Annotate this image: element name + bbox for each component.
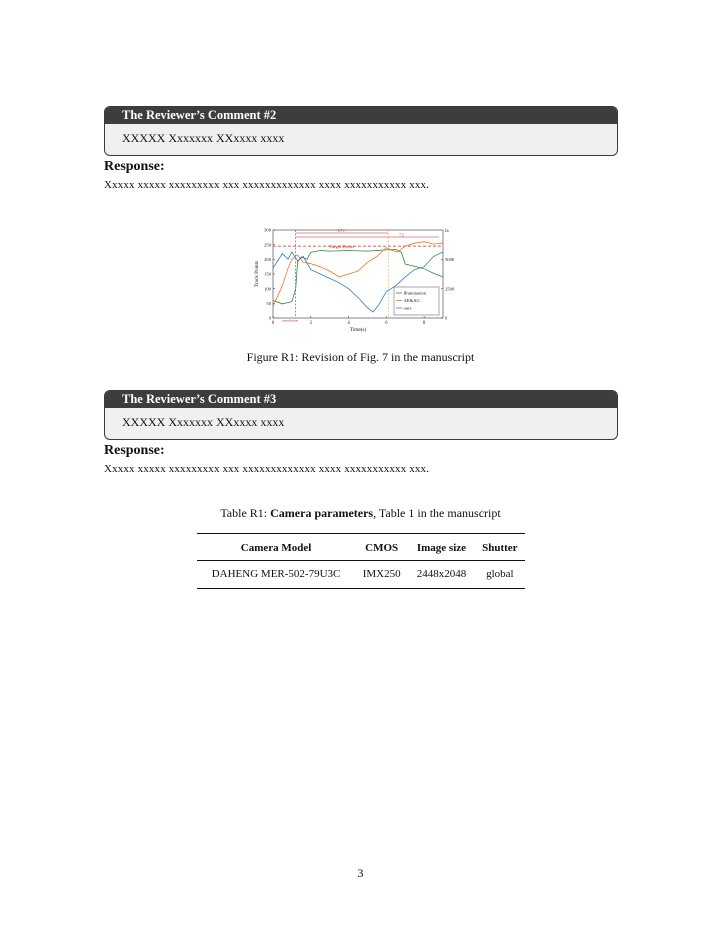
cell-camera-model: DAHENG MER-502-79U3C — [197, 561, 355, 589]
response-2-heading: Response: — [104, 159, 165, 174]
table-caption — [0, 506, 721, 521]
y-tick-label: 300 — [264, 227, 271, 233]
figure-caption: Figure R1: Revision of Fig. 7 in the manuscript — [246, 350, 475, 364]
reviewer-comment-3-body: XXXXX Xxxxxxx XXxxxx xxxx — [122, 415, 285, 429]
table-caption-bold: Camera parameters — [270, 506, 374, 520]
y-tick-label: 0 — [268, 315, 271, 321]
annotation-ours-duration: 3.7 s — [337, 229, 345, 233]
cell-image-size: 2448x2048 — [408, 561, 475, 589]
annotation-perturbation: perturbation — [282, 318, 299, 323]
camera-parameters-table — [197, 533, 525, 589]
page-number: 3 — [357, 866, 364, 880]
y-axis-label: Track Points — [254, 260, 260, 288]
x-tick-label: 2 — [309, 321, 312, 326]
reviewer-comment-2-title: The Reviewer’s Comment #2 — [105, 107, 617, 124]
table-header-row — [197, 534, 525, 561]
x-axis-label: Time(s) — [349, 327, 367, 333]
y-tick-label: 100 — [264, 286, 271, 292]
cell-cmos: IMX250 — [355, 561, 408, 589]
y2-tick-label: 0 — [445, 315, 448, 321]
table-row — [197, 561, 525, 589]
header-camera-model: Camera Model — [197, 534, 355, 561]
y2-tick-label: 2500 — [445, 286, 455, 292]
header-shutter: Shutter — [475, 534, 525, 561]
response-3-text: Xxxxx xxxxx xxxxxxxxx xxx xxxxxxxxxxxxx xxxx xxxxxxxxxxx xxx. — [104, 463, 430, 475]
chart-root — [254, 228, 455, 333]
cell-shutter: global — [475, 561, 525, 589]
legend-entry: AE&AG — [403, 298, 420, 304]
y2-tick-label: 5000 — [445, 256, 455, 262]
figure-r1-chart — [252, 224, 457, 342]
x-tick-label: 4 — [347, 321, 350, 326]
reviewer-comment-2-box — [104, 106, 618, 156]
y2-axis-label: lx — [445, 229, 449, 234]
legend-entry: ours — [403, 305, 412, 311]
reviewer-comment-2-body: XXXXX Xxxxxxx XXxxxx xxxx — [122, 131, 285, 145]
legend-entry: Illumination — [403, 290, 427, 296]
header-image-size: Image size — [408, 534, 475, 561]
y-tick-label: 250 — [264, 242, 271, 248]
y-tick-label: 50 — [266, 300, 271, 306]
target-points-label: Target Points — [329, 243, 354, 249]
reviewer-comment-3-box — [104, 390, 618, 440]
table-caption-prefix: Table R1: — [220, 506, 271, 520]
x-tick-label: 6 — [385, 321, 388, 326]
y-tick-label: 200 — [264, 256, 271, 262]
annotation-aeag-duration: 7.5 — [399, 233, 404, 238]
response-2-text: Xxxxx xxxxx xxxxxxxxx xxx xxxxxxxxxxxxx xxxx xxxxxxxxxxx xxx. — [104, 179, 430, 191]
x-tick-label: 0 — [271, 321, 275, 326]
x-tick-label: 8 — [422, 321, 426, 326]
reviewer-comment-3-title: The Reviewer’s Comment #3 — [105, 391, 617, 408]
y-tick-label: 150 — [264, 271, 271, 277]
response-3-heading: Response: — [104, 443, 165, 458]
header-cmos: CMOS — [355, 534, 408, 561]
table-caption-suffix: , Table 1 in the manuscript — [373, 506, 501, 520]
